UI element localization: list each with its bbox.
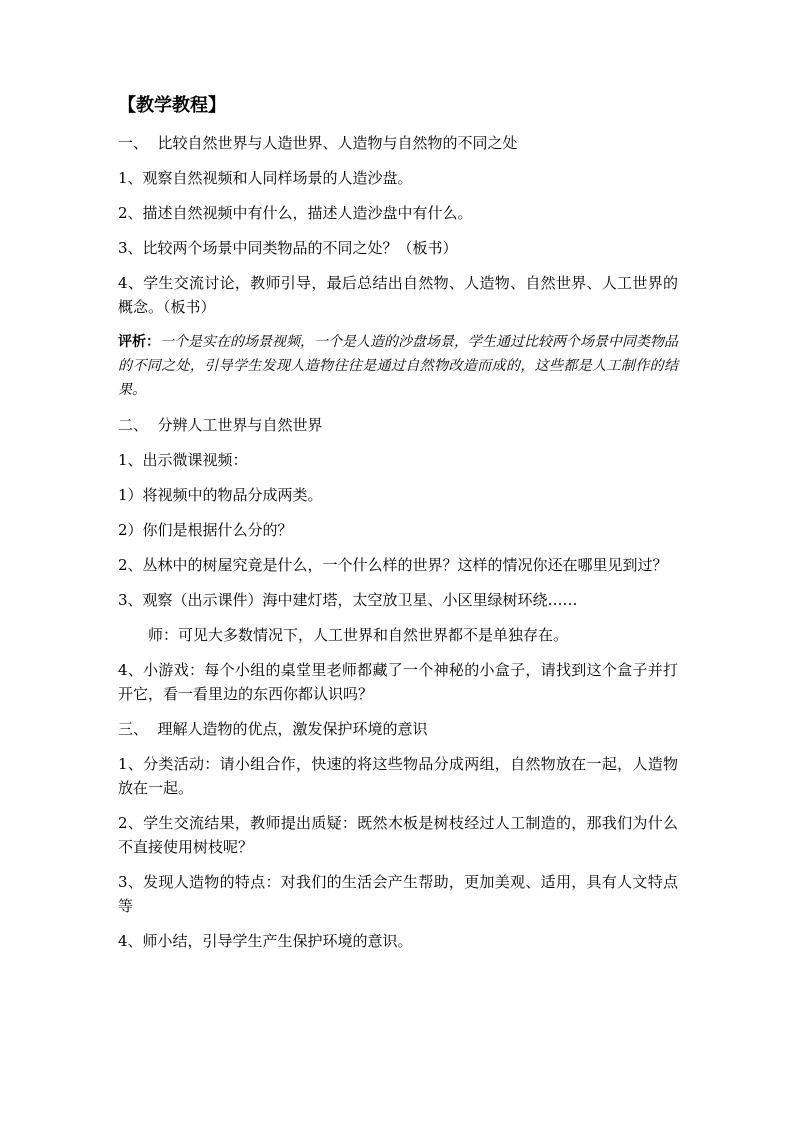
section-1-item-3: 3、比较两个场景中同类物品的不同之处？（板书） (118, 239, 458, 257)
section-2-item-2: 1）将视频中的物品分成两类。 (118, 486, 323, 504)
section-3-item-1: 1、分类活动：请小组合作，快速的将这些物品分成两组，自然物放在一起，人造物放在一起。 (118, 755, 678, 797)
section-2-teacher-note: 师：可见大多数情况下，人工世界和自然世界都不是单独存在。 (148, 626, 569, 644)
section-1-heading: 一、 比较自然世界与人造世界、人造物与自然物的不同之处 (118, 134, 518, 152)
section-1-item-4: 4、学生交流讨论，教师引导，最后总结出自然物、人造物、自然世界、人工世界的概念。（板书） (118, 274, 678, 316)
section-2-item-3: 2）你们是根据什么分的？ (118, 521, 293, 539)
section-2-heading: 二、 分辨人工世界与自然世界 (118, 416, 323, 434)
section-2-item-5: 3、观察（出示课件）海中建灯塔，太空放卫星、小区里绿树环绕…… (118, 591, 578, 609)
section-3-item-4: 4、师小结，引导学生产生保护环境的意识。 (118, 932, 413, 950)
section-2-item-6: 4、小游戏：每个小组的桌堂里老师都藏了一个神秘的小盒子，请找到这个盒子并打开它，看一看里边的东西你都认识吗？ (118, 661, 678, 703)
review-text: 一个是实在的场景视频，一个是人造的沙盘场景，学生通过比较两个场景中同类物品的不同之处，引导学生发现人造物往往是通过自然物改造而成的，这些都是人工制作的结果。 (118, 334, 678, 398)
document-title: 【教学教程】 (118, 95, 226, 116)
section-1-item-1: 1、观察自然视频和人同样场景的人造沙盘。 (118, 169, 413, 187)
section-2-item-4: 2、丛林中的树屋究竟是什么，一个什么样的世界？这样的情况你还在哪里见到过？ (118, 556, 668, 574)
review-label: 评析： (118, 334, 160, 350)
section-3-item-2: 2、学生交流结果，教师提出质疑：既然木板是树枝经过人工制造的，那我们为什么不直接使用树枝呢？ (118, 814, 678, 856)
section-1-item-2: 2、描述自然视频中有什么，描述人造沙盘中有什么。 (118, 204, 473, 222)
section-1-review (118, 330, 678, 402)
section-3-item-3: 3、发现人造物的特点：对我们的生活会产生帮助，更加美观、适用，具有人文特点等 (118, 873, 678, 915)
document-page (118, 94, 678, 964)
section-2-item-1: 1、出示微课视频： (118, 451, 248, 469)
section-3-heading: 三、 理解人造物的优点，激发保护环境的意识 (118, 720, 428, 738)
